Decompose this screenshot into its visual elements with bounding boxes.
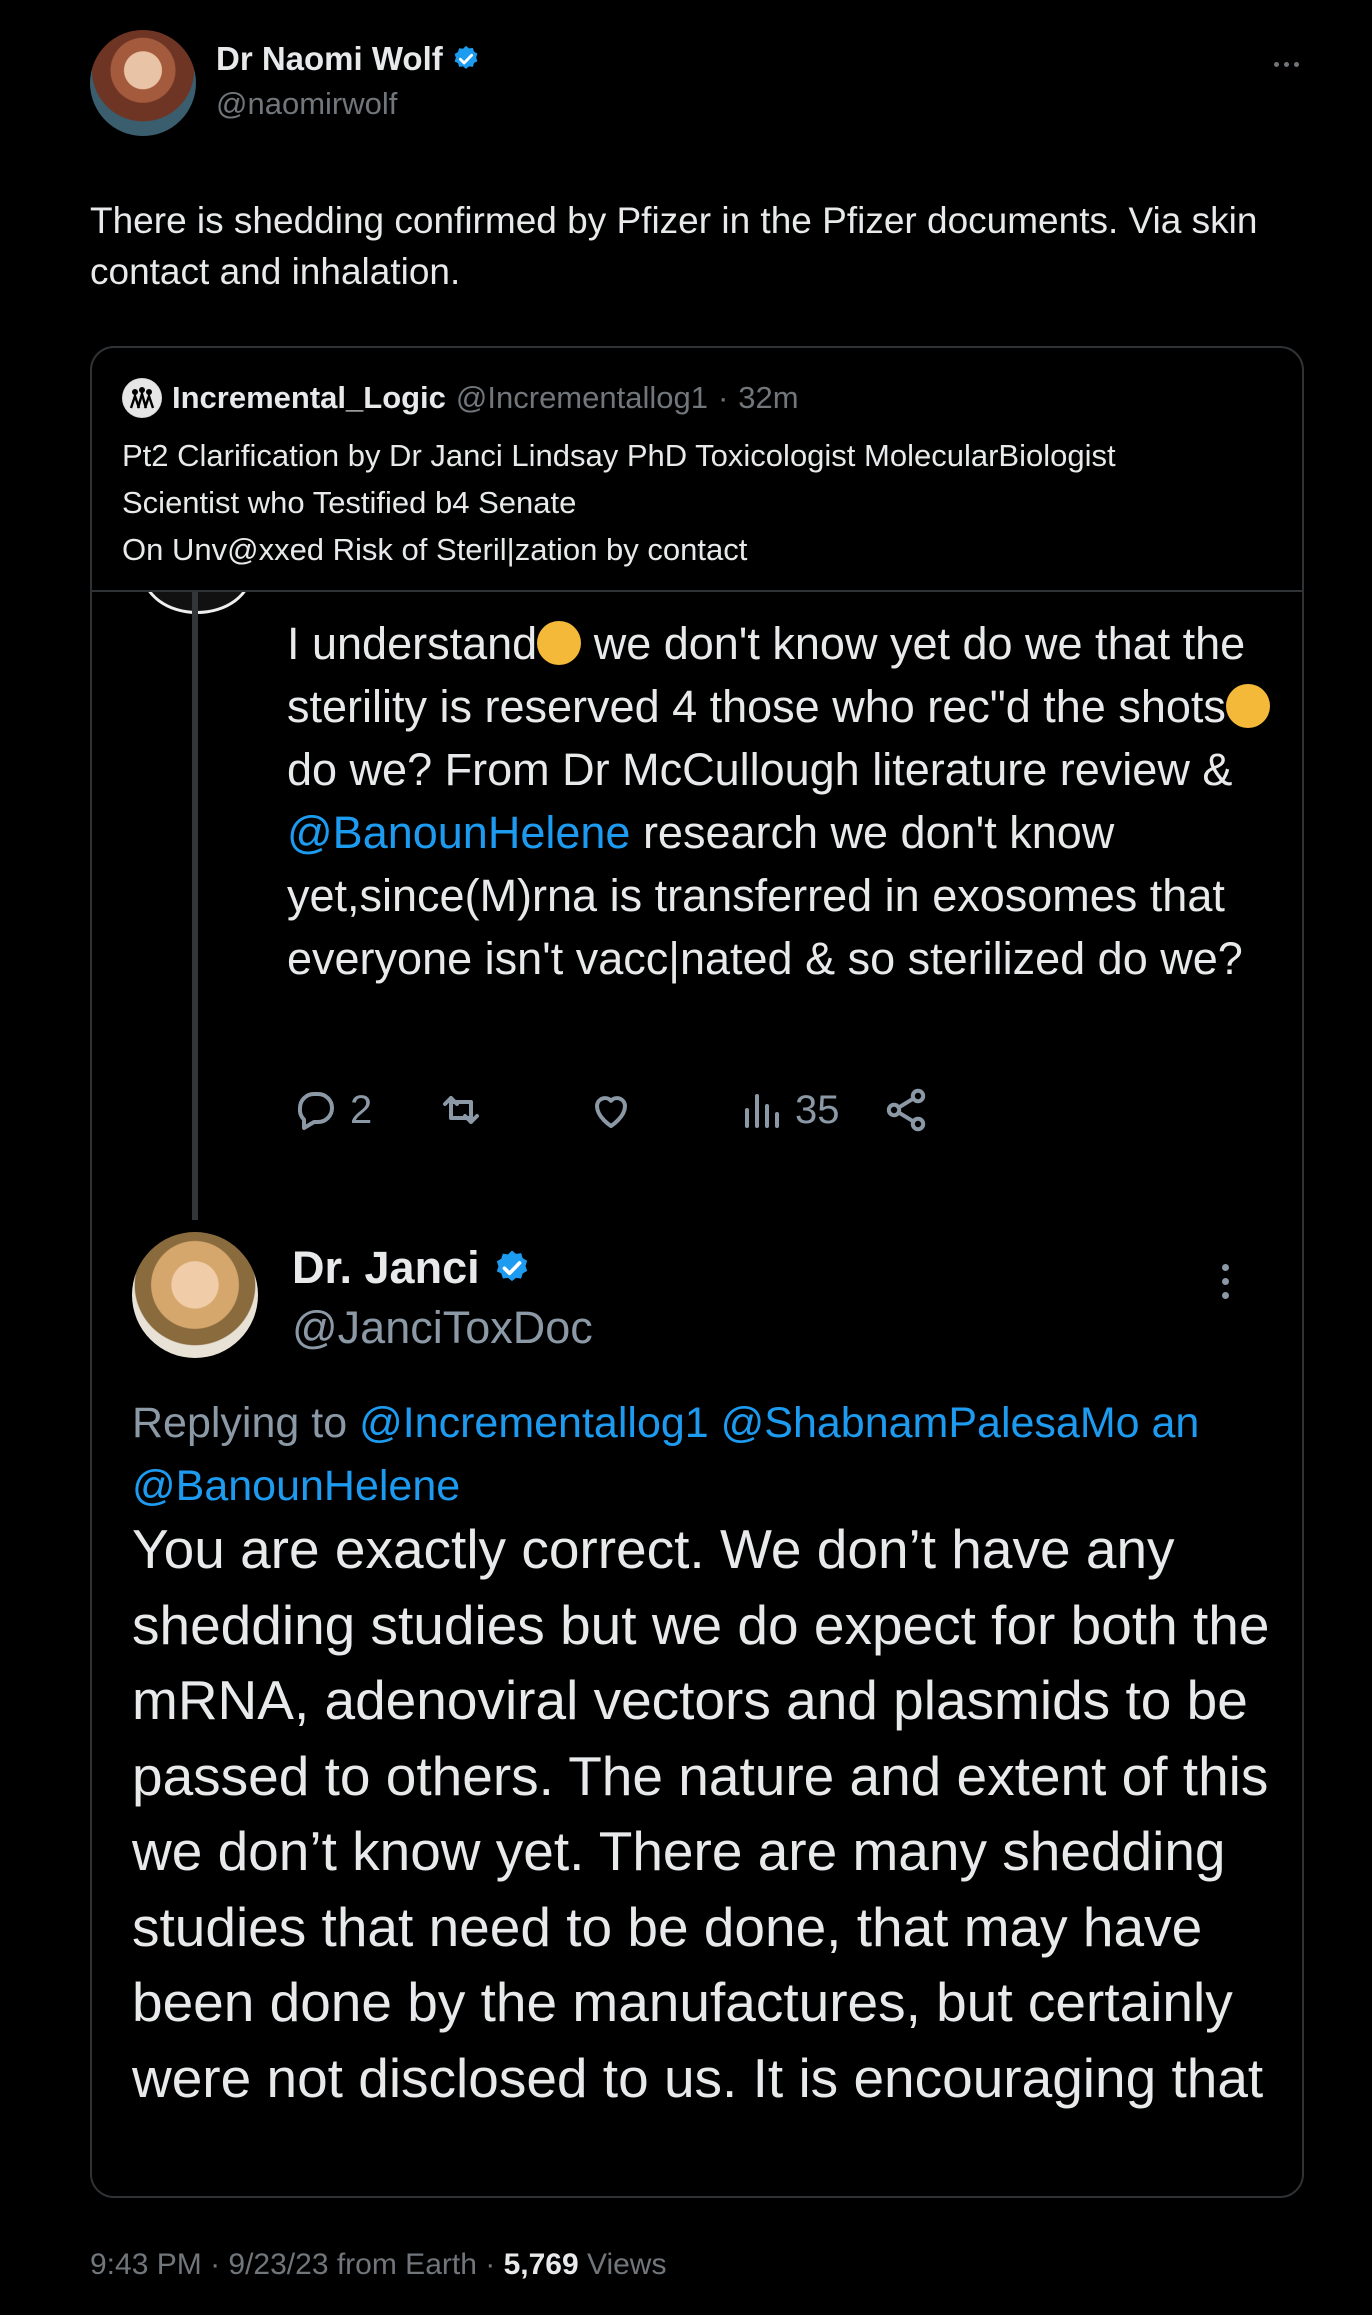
quoted-time-ago: 32m: [738, 380, 799, 415]
quoted-author-name[interactable]: Incremental_Logic: [172, 380, 446, 415]
reply-text: I understand we don't know yet do we that the sterility is reserved 4 those who rec"d the shotsdo we? From Dr McCullough literature review & @BanounHelene research we don't know yet,since(M)rna is transferred in exosomes that everyone isn't vacc|nated & so sterilized do we?: [287, 612, 1287, 990]
janci-name-row[interactable]: [292, 1242, 532, 1294]
quoted-line: Pt2 Clarification by Dr Janci Lindsay PhD Toxicologist MolecularBiologist: [122, 438, 1116, 473]
author-handle[interactable]: @naomirwolf: [216, 86, 398, 121]
thread-connector-line: [192, 592, 198, 1220]
reply-icon: [292, 1086, 340, 1134]
mention-link[interactable]: @BanounHelene: [132, 1462, 461, 1510]
quoted-author-avatar: [122, 378, 162, 418]
retweet-button[interactable]: [437, 1086, 485, 1134]
mention-link[interactable]: @BanounHelene: [287, 807, 631, 858]
more-options-icon[interactable]: [1266, 44, 1306, 84]
dot-separator: ·: [717, 380, 729, 415]
share-icon: [882, 1086, 930, 1134]
replying-to: Replying to @Incrementallog1 @ShabnamPalesaMo an @BanounHelene: [132, 1399, 1200, 1510]
quoted-line: On Unv@xxed Risk of Steril|zation by contact: [122, 532, 748, 567]
reply-count: 2: [350, 1087, 373, 1132]
tweet-date[interactable]: 9/23/23: [228, 2248, 329, 2281]
verified-badge-icon: [451, 44, 481, 74]
quoted-tweet-card[interactable]: [90, 346, 1304, 2198]
author-avatar[interactable]: [90, 30, 196, 136]
tweet-views-count: 5,769: [503, 2248, 579, 2281]
janci-handle[interactable]: @JanciToxDoc: [292, 1302, 593, 1353]
views-count: 35: [795, 1087, 840, 1132]
thinking-face-emoji-icon: [1226, 684, 1270, 728]
share-button[interactable]: [882, 1086, 930, 1134]
heart-icon: [587, 1086, 635, 1134]
verified-badge-icon: [492, 1248, 532, 1288]
people-logo-icon: [122, 378, 162, 418]
janci-name[interactable]: Dr. Janci: [292, 1242, 480, 1293]
tweet-time[interactable]: 9:43 PM: [90, 2248, 202, 2281]
author-name-row[interactable]: [216, 40, 481, 78]
tweet-text: There is shedding confirmed by Pfizer in the Pfizer documents. Via skin contact and inhalation.: [90, 200, 1258, 292]
reply-action-bar: [292, 1086, 1292, 1156]
quoted-author-handle[interactable]: @Incrementallog1: [455, 380, 708, 415]
like-button[interactable]: [587, 1086, 635, 1134]
bar-chart-icon: [737, 1086, 785, 1134]
quoted-line: Scientist who Testified b4 Senate: [122, 485, 577, 520]
reply-button[interactable]: [292, 1086, 372, 1134]
janci-reply-text: You are exactly correct. We don’t have any shedding studies but we do expect for both the mRNA, adenoviral vectors and plasmids to be passed to others. The nature and extent of this we don’t know yet. There are many shedding studies that need to be done, that may have been done by the manufactures, but certainly were not disclosed to us. It is encouraging that: [132, 1518, 1270, 2109]
thumbs-up-emoji-icon: [537, 621, 581, 665]
tweet-meta: 9:43 PM · 9/23/23 from Earth · 5,769 Views: [90, 2248, 667, 2281]
tweet-source: from Earth: [336, 2248, 477, 2281]
author-name[interactable]: Dr Naomi Wolf: [216, 40, 443, 77]
tweet-views-label: Views: [586, 2248, 667, 2281]
attached-screenshot-image[interactable]: [92, 592, 1302, 2196]
mention-link[interactable]: @Incrementallog1 @ShabnamPalesaMo an: [359, 1399, 1200, 1447]
views-button[interactable]: [737, 1086, 840, 1134]
janci-avatar[interactable]: [132, 1232, 258, 1358]
retweet-icon: [437, 1086, 485, 1134]
quoted-tweet-text: [122, 432, 1272, 573]
vertical-more-icon[interactable]: [1222, 1264, 1229, 1299]
quoted-tweet-header: [122, 378, 799, 418]
